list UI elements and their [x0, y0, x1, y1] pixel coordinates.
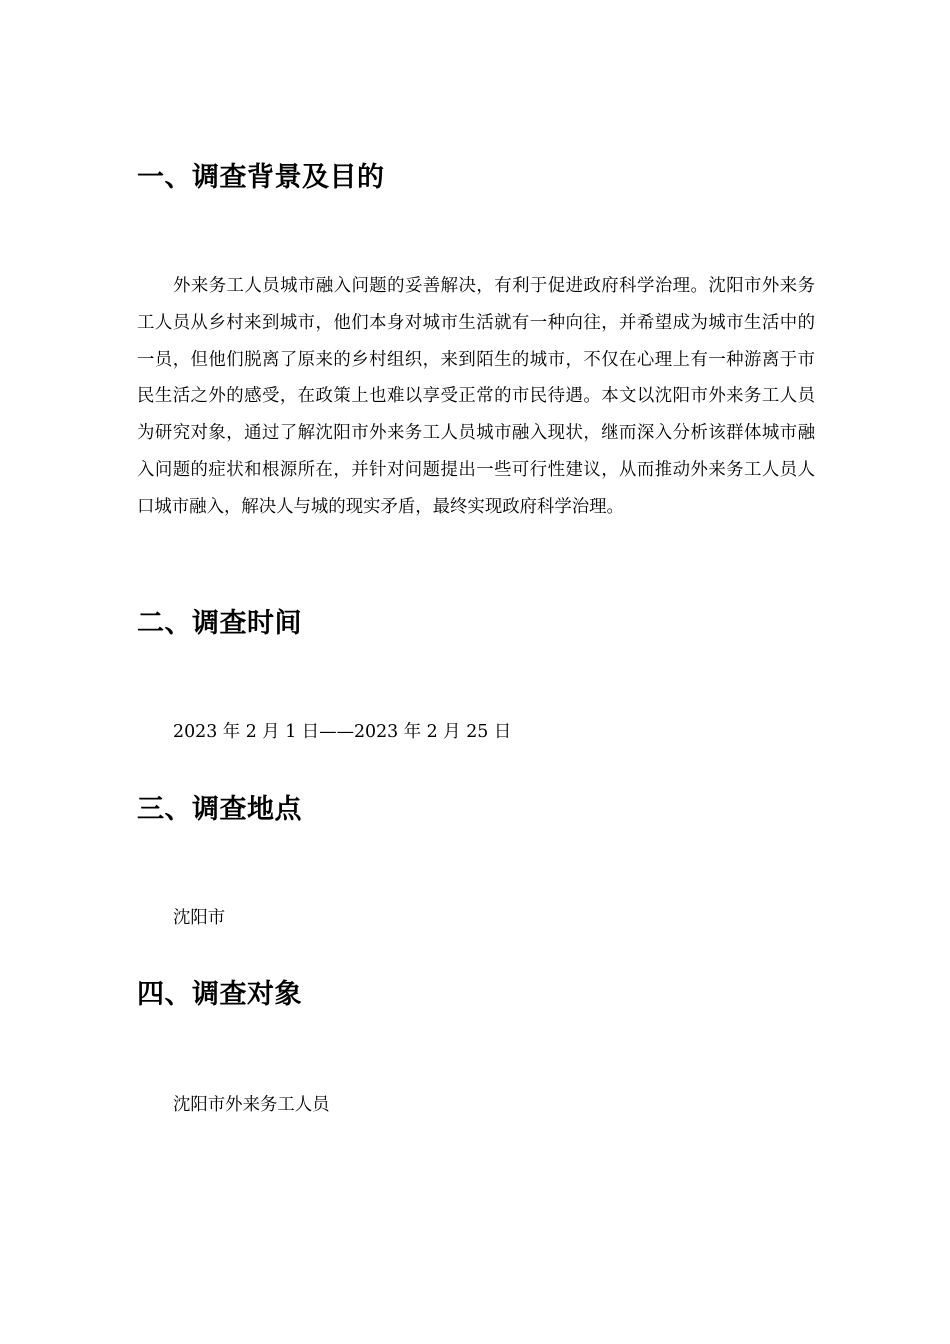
section-body-background-purpose: 外来务工人员城市融入问题的妥善解决，有利于促进政府科学治理。沈阳市外来务工人员从乡村来到城市，他们本身对城市生活就有一种向往，并希望成为城市生活中的一员，但他们脱离了原来的乡村组织，来到陌生的城市，不仅在心理上有一种游离于市民生活之外的感受，在政策上也难以享受正常的市民待遇。本文以沈阳市外来务工人员为研究对象，通过了解沈阳市外来务工人员城市融入现状，继而深入分析该群体城市融入问题的症状和根源所在，并针对问题提出一些可行性建议，从而推动外来务工人员人口城市融入，解决人与城的现实矛盾，最终实现政府科学治理。	[137, 276, 815, 517]
section-heading-background-purpose: 一、调查背景及目的	[137, 162, 385, 193]
section-heading-survey-time: 二、调查时间	[137, 608, 302, 639]
section-body-survey-time: 2023 年 2 月 1 日——2023 年 2 月 25 日	[173, 722, 512, 742]
section-heading-survey-subject: 四、调查对象	[137, 979, 302, 1010]
section-body-survey-location: 沈阳市	[173, 908, 226, 928]
section-body-survey-subject: 沈阳市外来务工人员	[173, 1095, 330, 1115]
section-heading-survey-location: 三、调查地点	[137, 794, 302, 825]
